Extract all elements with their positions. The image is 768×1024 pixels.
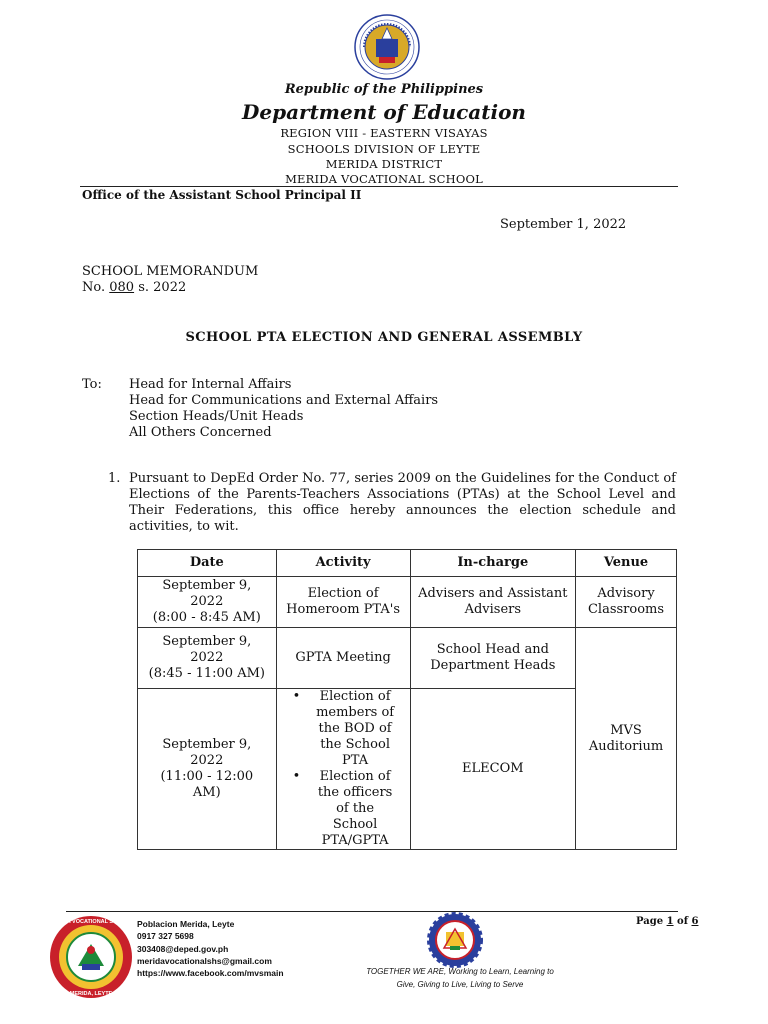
date-cell xyxy=(138,577,277,628)
recipient-item: Section Heads/Unit Heads xyxy=(129,409,304,424)
memo-heading xyxy=(82,264,258,296)
logo-left-text: MERIDA VOCATIONAL SCHOOL xyxy=(49,919,133,925)
activity-cell: Election of Homeroom PTA's xyxy=(276,577,410,628)
activity-cell xyxy=(276,689,410,850)
venue-cell: MVS Auditorium xyxy=(576,628,677,850)
date-line: 2022 xyxy=(190,753,224,768)
table-row xyxy=(138,577,677,628)
motto-line: TOGETHER WE ARE, Working to Learn, Learning to xyxy=(366,967,554,976)
recipient-item: Head for Internal Affairs xyxy=(129,377,292,392)
recipient-item: Head for Communications and External Affairs xyxy=(129,393,439,408)
header-divider xyxy=(80,186,678,187)
memo-date: September 1, 2022 xyxy=(500,217,627,232)
phone-text: 0917 327 5698 xyxy=(137,931,194,942)
email-link[interactable]: 303408@deped.gov.ph xyxy=(137,943,229,954)
column-header: In-charge xyxy=(410,550,576,577)
venue-cell: Advisory Classrooms xyxy=(576,577,677,628)
footer-divider xyxy=(66,911,678,912)
facebook-link[interactable]: https://www.facebook.com/mvsmain xyxy=(137,968,284,979)
time-line: (8:00 - 8:45 AM) xyxy=(152,610,261,625)
table-header-row xyxy=(138,550,677,577)
in-charge-cell: Advisers and Assistant Advisers xyxy=(410,577,576,628)
column-header: Activity xyxy=(276,550,410,577)
date-line: September 9, xyxy=(162,737,252,752)
office-line: Office of the Assistant School Principal II xyxy=(82,188,362,202)
table-row xyxy=(138,628,677,689)
logo-left-bottom-text: MERIDA, LEYTE xyxy=(69,991,113,997)
school-motto xyxy=(350,965,570,991)
deped-seal-icon xyxy=(354,14,420,80)
activity-item: • Election of members of the BOD of the School PTA xyxy=(291,689,406,769)
recipient-item: All Others Concerned xyxy=(129,425,272,440)
date-line: 2022 xyxy=(190,594,224,609)
date-cell xyxy=(138,689,277,850)
date-line: September 9, xyxy=(162,634,252,649)
schedule-table xyxy=(137,549,677,850)
time-line: (8:45 - 11:00 AM) xyxy=(148,666,265,681)
region-line: REGION VIII - EASTERN VISAYAS xyxy=(280,126,488,140)
address-text: Poblacion Merida, Leyte xyxy=(137,919,235,929)
paragraph-text: Pursuant to DepEd Order No. 77, series 2009 on the Guidelines for the Conduct of Elections of the Parents-Teachers Associations (PTAs) at the School Level and Their Federations, this office hereby announces the election schedule and activities, to wit. xyxy=(129,471,676,534)
email-link[interactable]: meridavocationalshs@gmail.com xyxy=(137,955,272,966)
memo-number: No. 080 s. 2022 xyxy=(82,280,187,295)
page-indicator: Page 1 of 6 xyxy=(636,916,699,927)
school-line: MERIDA VOCATIONAL SCHOOL xyxy=(285,172,483,186)
date-line: September 9, xyxy=(162,578,252,593)
in-charge-cell: ELECOM xyxy=(410,689,576,850)
school-logo-icon xyxy=(48,914,134,1000)
memo-title: SCHOOL PTA ELECTION AND GENERAL ASSEMBLY xyxy=(185,330,583,345)
memo-type: SCHOOL MEMORANDUM xyxy=(82,264,259,279)
division-line: SCHOOLS DIVISION OF LEYTE xyxy=(287,142,481,156)
in-charge-cell: School Head and Department Heads xyxy=(410,628,576,689)
gear-logo-icon xyxy=(422,912,488,968)
department-heading: Department of Education xyxy=(242,100,526,124)
time-line: (11:00 - 12:00 xyxy=(160,769,254,784)
contact-block xyxy=(137,918,284,979)
district-line: MERIDA DISTRICT xyxy=(325,157,443,171)
paragraph-number: 1. xyxy=(108,471,121,486)
column-header: Date xyxy=(138,550,277,577)
recipient-list xyxy=(129,377,438,441)
date-cell xyxy=(138,628,277,689)
time-line: AM) xyxy=(192,785,221,800)
to-label: To: xyxy=(82,377,102,392)
activity-item: • Election of the officers of the School PTA/GPTA xyxy=(291,769,406,849)
activity-list xyxy=(281,689,406,849)
republic-heading: Republic of the Philippines xyxy=(284,82,484,97)
activity-cell: GPTA Meeting xyxy=(276,628,410,689)
date-line: 2022 xyxy=(190,650,224,665)
motto-line: Give, Giving to Live, Living to Serve xyxy=(396,980,524,989)
column-header: Venue xyxy=(576,550,677,577)
